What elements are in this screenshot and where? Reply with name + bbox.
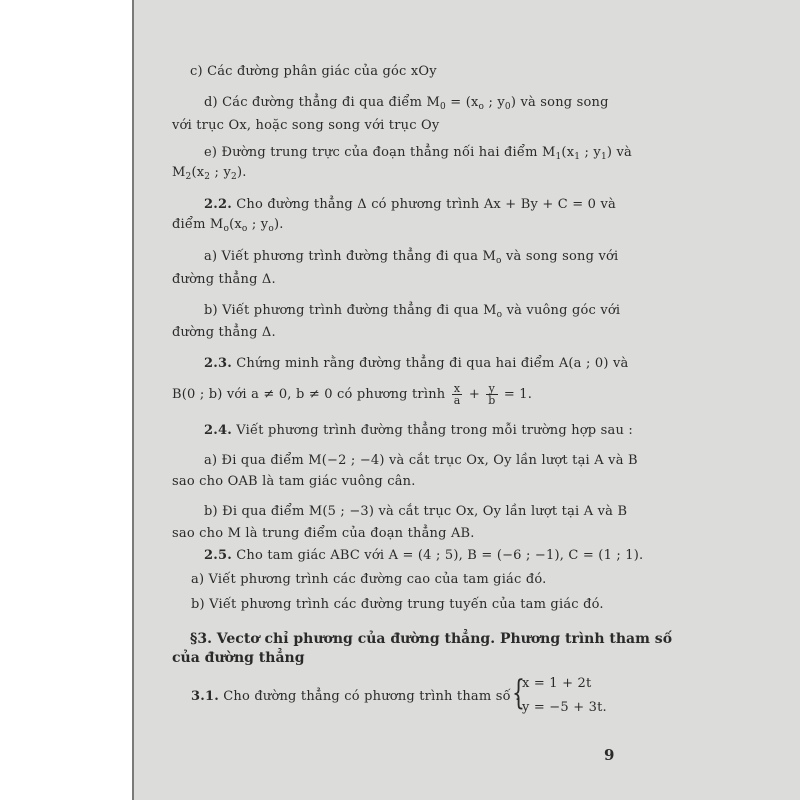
- text: ).: [273, 217, 284, 232]
- numerator: x: [452, 383, 463, 395]
- exercise-number: 2.2.: [204, 197, 232, 212]
- exercise-2-2a-line2: [172, 272, 276, 288]
- text: và song song với: [501, 249, 619, 264]
- item-d-line2: [172, 118, 439, 134]
- text: Cho tam giác ABC với A = (4 ; 5), B = (−6 ; −1), C = (1 ; 1).: [231, 548, 644, 563]
- text: x = 1 + 2t: [522, 676, 592, 691]
- exercise-2-5a: [191, 572, 546, 588]
- text: b) Đi qua điểm M(5 ; −3) và cắt trục Ox, Oy lần lượt tại A và B: [204, 504, 628, 519]
- text: a) Đi qua điểm M(−2 ; −4) và cắt trục Ox, Oy lần lượt tại A và B: [204, 453, 638, 468]
- system-equation-2: [522, 700, 607, 716]
- subscript: 2: [231, 172, 237, 182]
- exercise-2-3-line1: [204, 356, 628, 372]
- exercise-number: 2.4.: [204, 423, 232, 438]
- subscript: 0: [440, 102, 446, 112]
- system-brace: {: [512, 673, 525, 713]
- section-heading-line2: [172, 648, 304, 668]
- subscript: 1: [555, 152, 562, 162]
- exercise-2-2b-line1: [204, 303, 620, 323]
- subscript: 2: [185, 172, 192, 182]
- subscript: 1: [574, 152, 581, 162]
- text: Cho đường thẳng Δ có phương trình Ax + By + C = 0 và: [231, 197, 616, 212]
- exercise-3-1-line1: [191, 689, 520, 705]
- exercise-2-5-line1: [204, 548, 643, 564]
- item-e-line1: [204, 145, 632, 165]
- denominator: b: [488, 394, 496, 407]
- text: = 1.: [503, 387, 533, 402]
- subscript: 1: [600, 152, 607, 162]
- exercise-2-4b-line1: [204, 504, 627, 520]
- exercise-number: 2.3.: [204, 356, 232, 371]
- subscript: 0: [504, 102, 511, 112]
- text: với trục Ox, hoặc song song với trục Oy: [172, 118, 440, 133]
- denominator: a: [453, 394, 461, 407]
- subscript: o: [496, 256, 502, 266]
- exercise-2-4a-line2: [172, 474, 416, 490]
- fraction-x-over-a: [452, 383, 463, 406]
- item-e-line2: [172, 165, 247, 185]
- text: M: [172, 165, 186, 180]
- text: ).: [236, 165, 247, 180]
- text: (x: [191, 165, 205, 180]
- text: và vuông góc với: [502, 303, 621, 318]
- text: y = −5 + 3t.: [522, 700, 607, 715]
- text: d) Các đường thẳng đi qua điểm M: [204, 95, 440, 110]
- exercise-number: 2.5.: [204, 548, 232, 563]
- numerator: y: [486, 383, 497, 395]
- text: b) Viết phương trình các đường trung tuyến của tam giác đó.: [191, 597, 604, 612]
- subscript: 2: [204, 172, 211, 182]
- text: của đường thẳng: [172, 650, 305, 666]
- page-number: 9: [604, 746, 615, 764]
- plus-sign: +: [468, 387, 480, 402]
- exercise-2-2-line2: [172, 217, 284, 237]
- text: ) và song song: [510, 95, 609, 110]
- text: §3. Vectơ chỉ phương của đường thẳng. Phương trình tham số: [190, 631, 673, 647]
- text: Chứng minh rằng đường thẳng đi qua hai điểm A(a ; 0) và: [231, 356, 629, 371]
- text: ; y: [210, 165, 231, 180]
- text: (x: [229, 217, 242, 232]
- fraction-y-over-b: [486, 383, 497, 406]
- exercise-2-4b-line2: [172, 526, 475, 542]
- text: ; y: [247, 217, 269, 232]
- text: sao cho M là trung điểm của đoạn thẳng AB.: [172, 526, 475, 541]
- subscript: o: [223, 224, 230, 234]
- system-equation-1: [522, 676, 591, 692]
- text: b) Viết phương trình đường thẳng đi qua M: [204, 303, 497, 318]
- text: = (x: [445, 95, 479, 110]
- exercise-2-4-line1: [204, 423, 633, 439]
- item-c-line: [190, 64, 437, 80]
- text: Viết phương trình đường thẳng trong mỗi trường hợp sau :: [231, 423, 633, 438]
- text: sao cho OAB là tam giác vuông cân.: [172, 474, 416, 489]
- section-heading-line1: [190, 629, 672, 649]
- text: đường thẳng Δ.: [172, 272, 276, 287]
- text: đường thẳng Δ.: [172, 325, 276, 340]
- text: a) Viết phương trình các đường cao của tam giác đó.: [191, 572, 547, 587]
- exercise-2-2-line1: [204, 197, 616, 213]
- item-d-line1: [204, 95, 609, 115]
- text: B(0 ; b) với a ≠ 0, b ≠ 0 có phương trình: [172, 387, 446, 402]
- exercise-2-2a-line1: [204, 249, 618, 269]
- subscript: o: [268, 224, 274, 234]
- text: Cho đường thẳng có phương trình tham số :: [218, 689, 520, 704]
- exercise-2-2b-line2: [172, 325, 276, 341]
- exercise-2-5b: [191, 597, 604, 613]
- subscript: o: [496, 310, 503, 320]
- subscript: o: [241, 224, 248, 234]
- text: ) và: [606, 145, 633, 160]
- exercise-number: 3.1.: [191, 689, 219, 704]
- text: (x: [561, 145, 575, 160]
- text: e) Đường trung trực của đoạn thẳng nối hai điểm M: [204, 145, 556, 160]
- text: điểm M: [172, 217, 224, 232]
- exercise-2-4a-line1: [204, 453, 638, 469]
- text: a) Viết phương trình đường thẳng đi qua M: [204, 249, 497, 264]
- text: ; y: [484, 95, 505, 110]
- text: ; y: [580, 145, 601, 160]
- subscript: o: [478, 102, 485, 112]
- text: c) Các đường phân giác của góc xOy: [190, 64, 437, 79]
- exercise-2-3-line2: [172, 383, 532, 407]
